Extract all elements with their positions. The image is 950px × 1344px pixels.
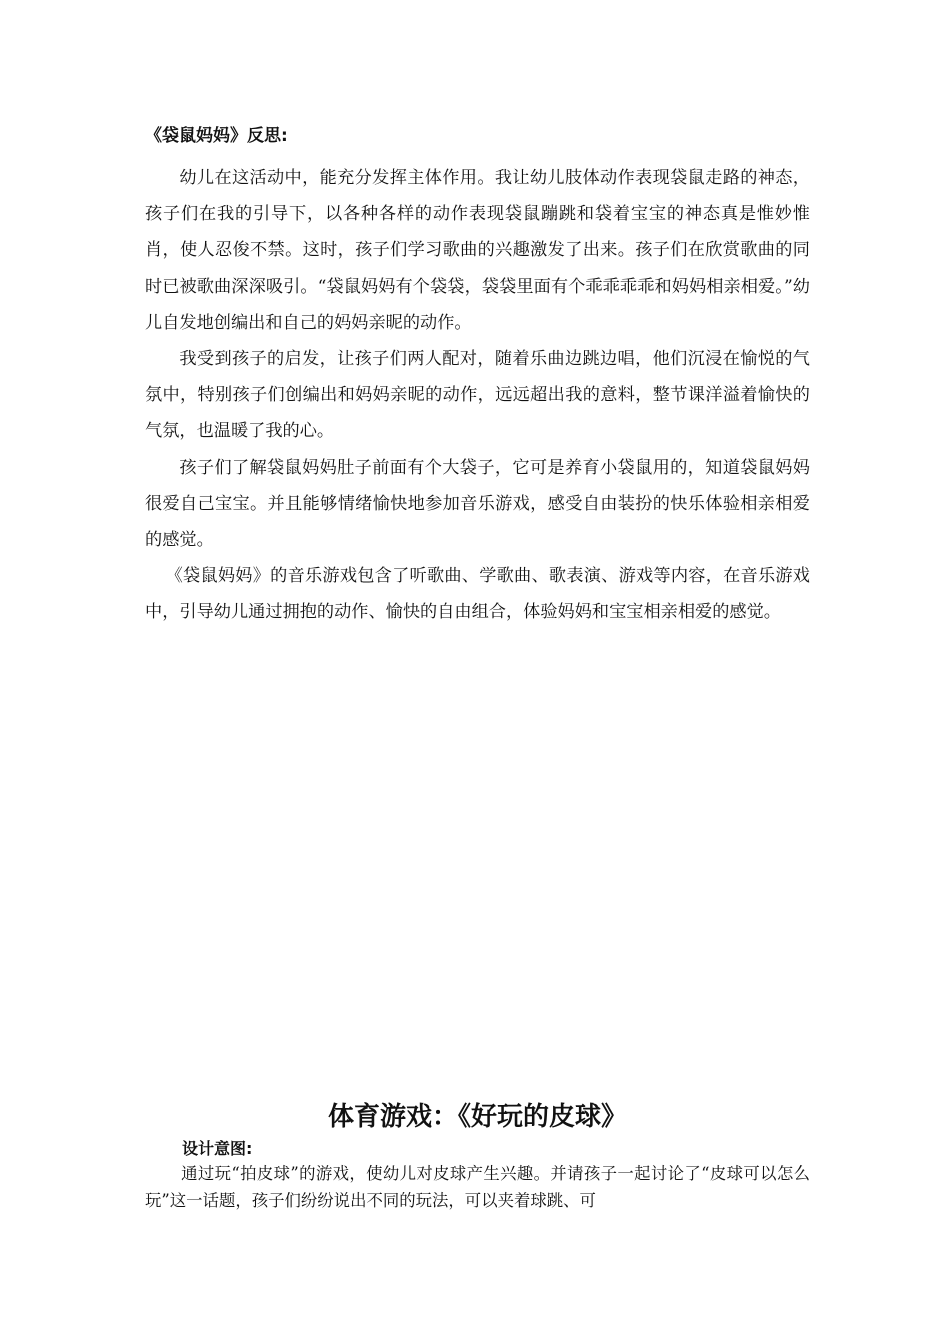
reflection-heading: 《袋鼠妈妈》反思: <box>145 126 288 146</box>
pe-game-title: 体育游戏：《好玩的皮球》 <box>327 1102 627 1132</box>
reflection-section <box>145 126 810 631</box>
pe-game-section <box>145 1100 810 1214</box>
design-intent-paragraph: 通过玩“拍皮球”的游戏，使幼儿对皮球产生兴趣。并请孩子一起讨论了“皮球可以怎么玩”这一话题，孩子们纷纷说出不同的玩法，可以夹着球跳、可 <box>145 1164 810 1210</box>
reflection-paragraph-2: 我受到孩子的启发，让孩子们两人配对，随着乐曲边跳边唱，他们沉浸在愉悦的气氛中，特别孩子们创编出和妈妈亲昵的动作，远远超出我的意料，整节课洋溢着愉快的气氛，也温暖了我的心。 <box>145 349 810 442</box>
design-intent-heading: 设计意图: <box>182 1139 253 1158</box>
reflection-paragraph-3: 孩子们了解袋鼠妈妈肚子前面有个大袋子，它可是养育小袋鼠用的，知道袋鼠妈妈很爱自己宝宝。并且能够情绪愉快地参加音乐游戏，感受自由装扮的快乐体验相亲相爱的感觉。 <box>145 457 810 551</box>
reflection-paragraph-1: 幼儿在这活动中，能充分发挥主体作用。我让幼儿肢体动作表现袋鼠走路的神态，孩子们在我的引导下，以各种各样的动作表现袋鼠蹦跳和袋着宝宝的神态真是惟妙惟肖，使人忍俊不禁。这时，孩子们学习歌曲的兴趣激发了出来。孩子们在欣赏歌曲的同时已被歌曲深深吸引。“袋鼠妈妈有个袋袋，袋袋里面有个乖乖乖乖和妈妈相亲相爱。”幼儿自发地创编出和自己的妈妈亲昵的动作。 <box>145 168 810 333</box>
reflection-paragraph-4: 《袋鼠妈妈》的音乐游戏包含了听歌曲、学歌曲、歌表演、游戏等内容，在音乐游戏中，引导幼儿通过拥抱的动作、愉快的自由组合，体验妈妈和宝宝相亲相爱的感觉。 <box>145 566 810 623</box>
